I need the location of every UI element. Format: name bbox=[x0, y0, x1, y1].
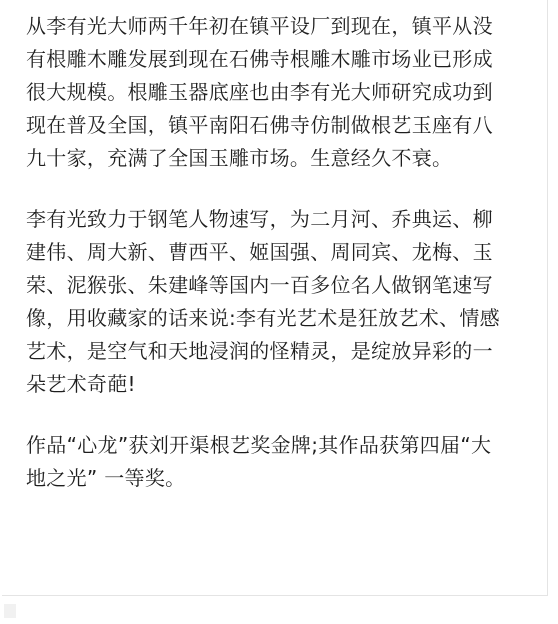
paragraph-awards: 作品“心龙”获刘开渠根艺奖金牌;其作品获第四届“大 地之光” 一等奖。 bbox=[26, 433, 492, 490]
paragraph-sketch-portraits: 李有光致力于钢笔人物速写，为二月河、乔典运、柳 建伟、周大新、曹西平、姬国强、周同宾、龙梅、玉 荣、泥猴张、朱建峰等国内一百多位名人做钢笔速写 像，用收藏家的话来说:李有光艺术是狂放艺术、情感 艺术，是空气和天地浸润的怪精灵，是绽放异彩的一 朵艺术奇葩! bbox=[26, 207, 500, 396]
article-frame bbox=[2, 0, 548, 596]
footer-corner-mark bbox=[4, 604, 16, 618]
paragraph-factory-history: 从李有光大师两千年初在镇平设厂到现在，镇平从没 有根雕木雕发展到现在石佛寺根雕木雕市场业已形成 很大规模。根雕玉器底座也由李有光大师研究成功到 现在普及全国，镇平南阳石佛寺仿制做根艺玉座有八 九十家，充满了全国玉雕市场。生意经久不衰。 bbox=[26, 14, 493, 170]
article-body bbox=[26, 10, 534, 495]
footer-strip bbox=[0, 596, 558, 624]
